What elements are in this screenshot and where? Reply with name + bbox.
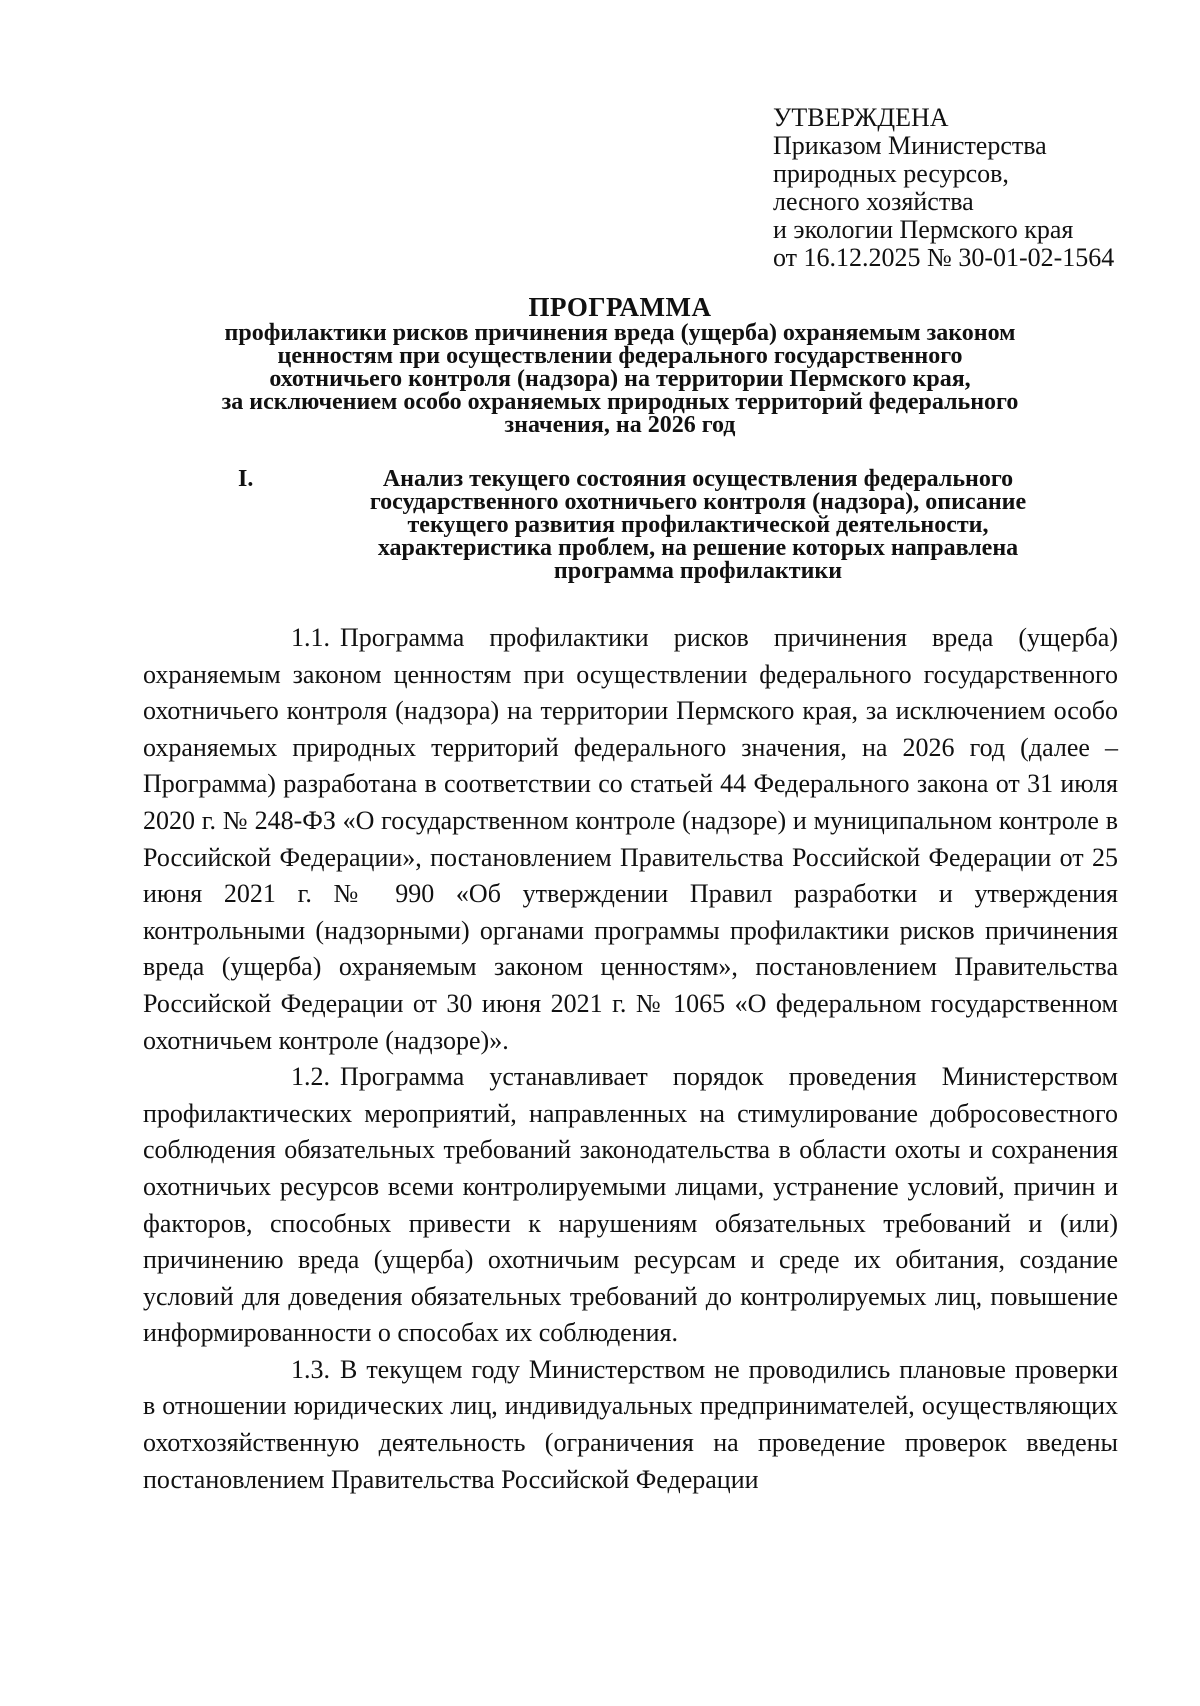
paragraph xyxy=(143,620,1118,1059)
approval-line: УТВЕРЖДЕНА xyxy=(773,103,949,132)
section-title-line: Анализ текущего состояния осуществления федерального xyxy=(382,466,1014,492)
section-title-line: программа профилактики xyxy=(553,558,843,584)
paragraph-text: Программа профилактики рисков причинения вреда (ущерба) охраняемым законом ценностям при осуществлении федерального государственного охотничьего контроля (надзора) на территории Пермского края, за исключением особо охраняемых природных территорий федерального значения, на 2026 год (далее – Программа) разработана в соответствии со статьей 44 Федерального закона от 31 июля 2020 г. № 248-ФЗ «О государственном контроле (надзоре) и муниципальном контроле в Российской Федерации», постановлением Правительства Российской Федерации от 25 июня 2021 г. № 990 «Об утверждении Правил разработки и утверждения контрольными (надзорными) органами программы профилактики рисков причинения вреда (ущерба) охраняемым законом ценностям», постановлением Правительства Российской Федерации от 30 июня 2021 г. № 1065 «О федеральном государственном охотничьем контроле (надзоре)». xyxy=(143,623,1118,1055)
section-title-line: характеристика проблем, на решение которых направлена xyxy=(377,535,1019,561)
approval-line: природных ресурсов, xyxy=(773,159,1009,188)
approval-line: лесного хозяйства xyxy=(773,187,974,216)
paragraph xyxy=(143,1352,1118,1498)
section-title-line: текущего развития профилактической деятельности, xyxy=(407,512,989,538)
title-sub-line: ценностям при осуществлении федерального государственного xyxy=(277,343,963,369)
title-sub-line: охотничьего контроля (надзора) на территории Пермского края, xyxy=(269,366,971,392)
section-heading xyxy=(238,468,1118,583)
title-sub-line: за исключением особо охраняемых природных территорий федерального xyxy=(221,389,1019,415)
title-main: ПРОГРАММА xyxy=(528,292,712,322)
approval-line: и экологии Пермского края xyxy=(773,215,1074,244)
paragraph-number: 1.2. xyxy=(291,1062,330,1092)
section-number: I. xyxy=(238,466,254,492)
title-sub-line: значения, на 2026 год xyxy=(504,412,736,438)
title-sub-line: профилактики рисков причинения вреда (ущерба) охраняемым законом xyxy=(224,320,1016,346)
approval-line: от 16.12.2025 № 30-01-02-1564 xyxy=(773,243,1115,272)
paragraph xyxy=(143,1059,1118,1352)
approval-line: Приказом Министерства xyxy=(773,131,1047,160)
section-title-line: государственного охотничьего контроля (надзора), описание xyxy=(369,489,1027,515)
section-title xyxy=(278,468,1118,583)
paragraph-number: 1.1. xyxy=(291,623,330,652)
approval-stamp xyxy=(773,104,1173,272)
paragraph-text: В текущем году Министерством не проводились плановые проверки в отношении юридических лиц, индивидуальных предпринимателей, осуществляющих охотхозяйственную деятельность (ограничения на проведение проверок введены постановлением Правительства Российской Федерации xyxy=(143,1354,1118,1494)
body-text xyxy=(143,620,1118,1498)
paragraph-number: 1.3. xyxy=(291,1354,330,1384)
paragraph-text: Программа устанавливает порядок проведения Министерством профилактических мероприятий, направленных на стимулирование добросовестного соблюдения обязательных требований законодательства в области охоты и сохранения охотничьих ресурсов всеми контролируемыми лицами, устранение условий, причин и факторов, способных привести к нарушениям обязательных требований и (или) причинению вреда (ущерба) охотничьим ресурсам и среде их обитания, создание условий для доведения обязательных требований до контролируемых лиц, повышение информированности о способах их соблюдения. xyxy=(143,1062,1118,1348)
document-title xyxy=(140,292,1100,437)
